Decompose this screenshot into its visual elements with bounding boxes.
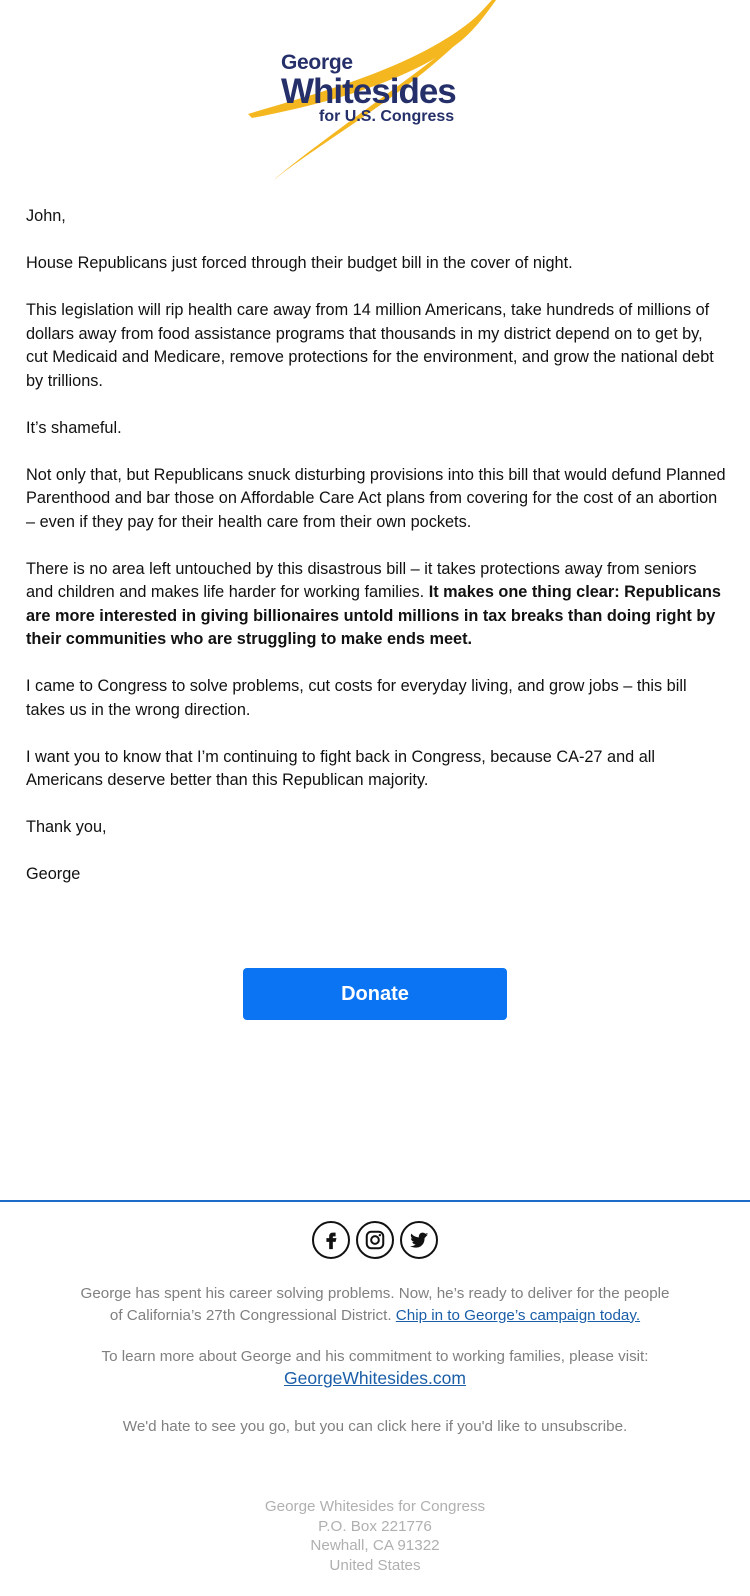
social-links [0, 1221, 750, 1259]
donate-button[interactable]: Donate [243, 968, 507, 1020]
email-body [26, 205, 726, 910]
about-paragraph [80, 1283, 670, 1326]
paragraph [26, 558, 726, 652]
twitter-icon[interactable] [400, 1221, 438, 1259]
paragraph: I came to Congress to solve problems, cut costs for everyday living, and grow jobs – this bill takes us in the wrong direction. [26, 677, 687, 719]
closing: Thank you, [26, 818, 107, 836]
logo-last-name: Whitesides [281, 72, 456, 111]
facebook-icon[interactable] [312, 1221, 350, 1259]
address-box: P.O. Box 221776 [318, 1517, 432, 1535]
paragraph: This legislation will rip health care away from 14 million Americans, take hundreds of millions of dollars away from food assistance programs that thousands in my district depend on to get by, cut Medicaid and Medicare, remove protections for the environment, and grow the national debt by trillions. [26, 301, 714, 390]
instagram-icon[interactable] [356, 1221, 394, 1259]
footer-text [80, 1283, 670, 1438]
donate-link[interactable]: Chip in to George’s campaign today. [395, 1306, 641, 1324]
website-link[interactable]: GeorgeWhitesides.com [284, 1367, 466, 1388]
greeting: John, [26, 207, 66, 225]
address-city: Newhall, CA 91322 [310, 1537, 440, 1554]
address-country: United States [329, 1556, 421, 1574]
bold-statement: It makes one thing clear: Republicans are more interested in giving billionaires untold millions in tax breaks than doing right by their communities who are struggling to make ends meet. [26, 583, 721, 648]
learn-more-paragraph [80, 1346, 670, 1390]
unsubscribe-text[interactable]: We'd hate to see you go, but you can click here if you'd like to unsubscribe. [122, 1418, 628, 1435]
logo-first-name: George [281, 51, 353, 74]
campaign-logo [230, 0, 520, 182]
logo-tagline: for U.S. Congress [319, 108, 455, 125]
about-text: George has spent his career solving problems. Now, he’s ready to deliver for the people of California’s 27th Congressional District. [80, 1285, 670, 1324]
learn-more-text: To learn more about George and his commitment to working families, please visit: [101, 1348, 649, 1365]
address-org: George Whitesides for Congress [264, 1498, 486, 1515]
paragraph: House Republicans just forced through their budget bill in the cover of night. [26, 254, 573, 272]
paragraph: I want you to know that I’m continuing to fight back in Congress, because CA-27 and all Americans deserve better than this Republican majority. [26, 747, 655, 789]
paragraph-text: There is no area left untouched by this disastrous bill – it takes protections away from seniors and children and makes life harder for working families. [26, 559, 697, 601]
footer-divider [0, 1200, 750, 1202]
signature: George [26, 865, 81, 883]
mailing-address [0, 1497, 750, 1575]
paragraph: It’s shameful. [26, 418, 122, 437]
paragraph: Not only that, but Republicans snuck disturbing provisions into this bill that would defund Planned Parenthood and bar those on Affordable Care Act plans from covering for the cost of an abortion – even if they pay for their health care from their own pockets. [26, 465, 726, 531]
